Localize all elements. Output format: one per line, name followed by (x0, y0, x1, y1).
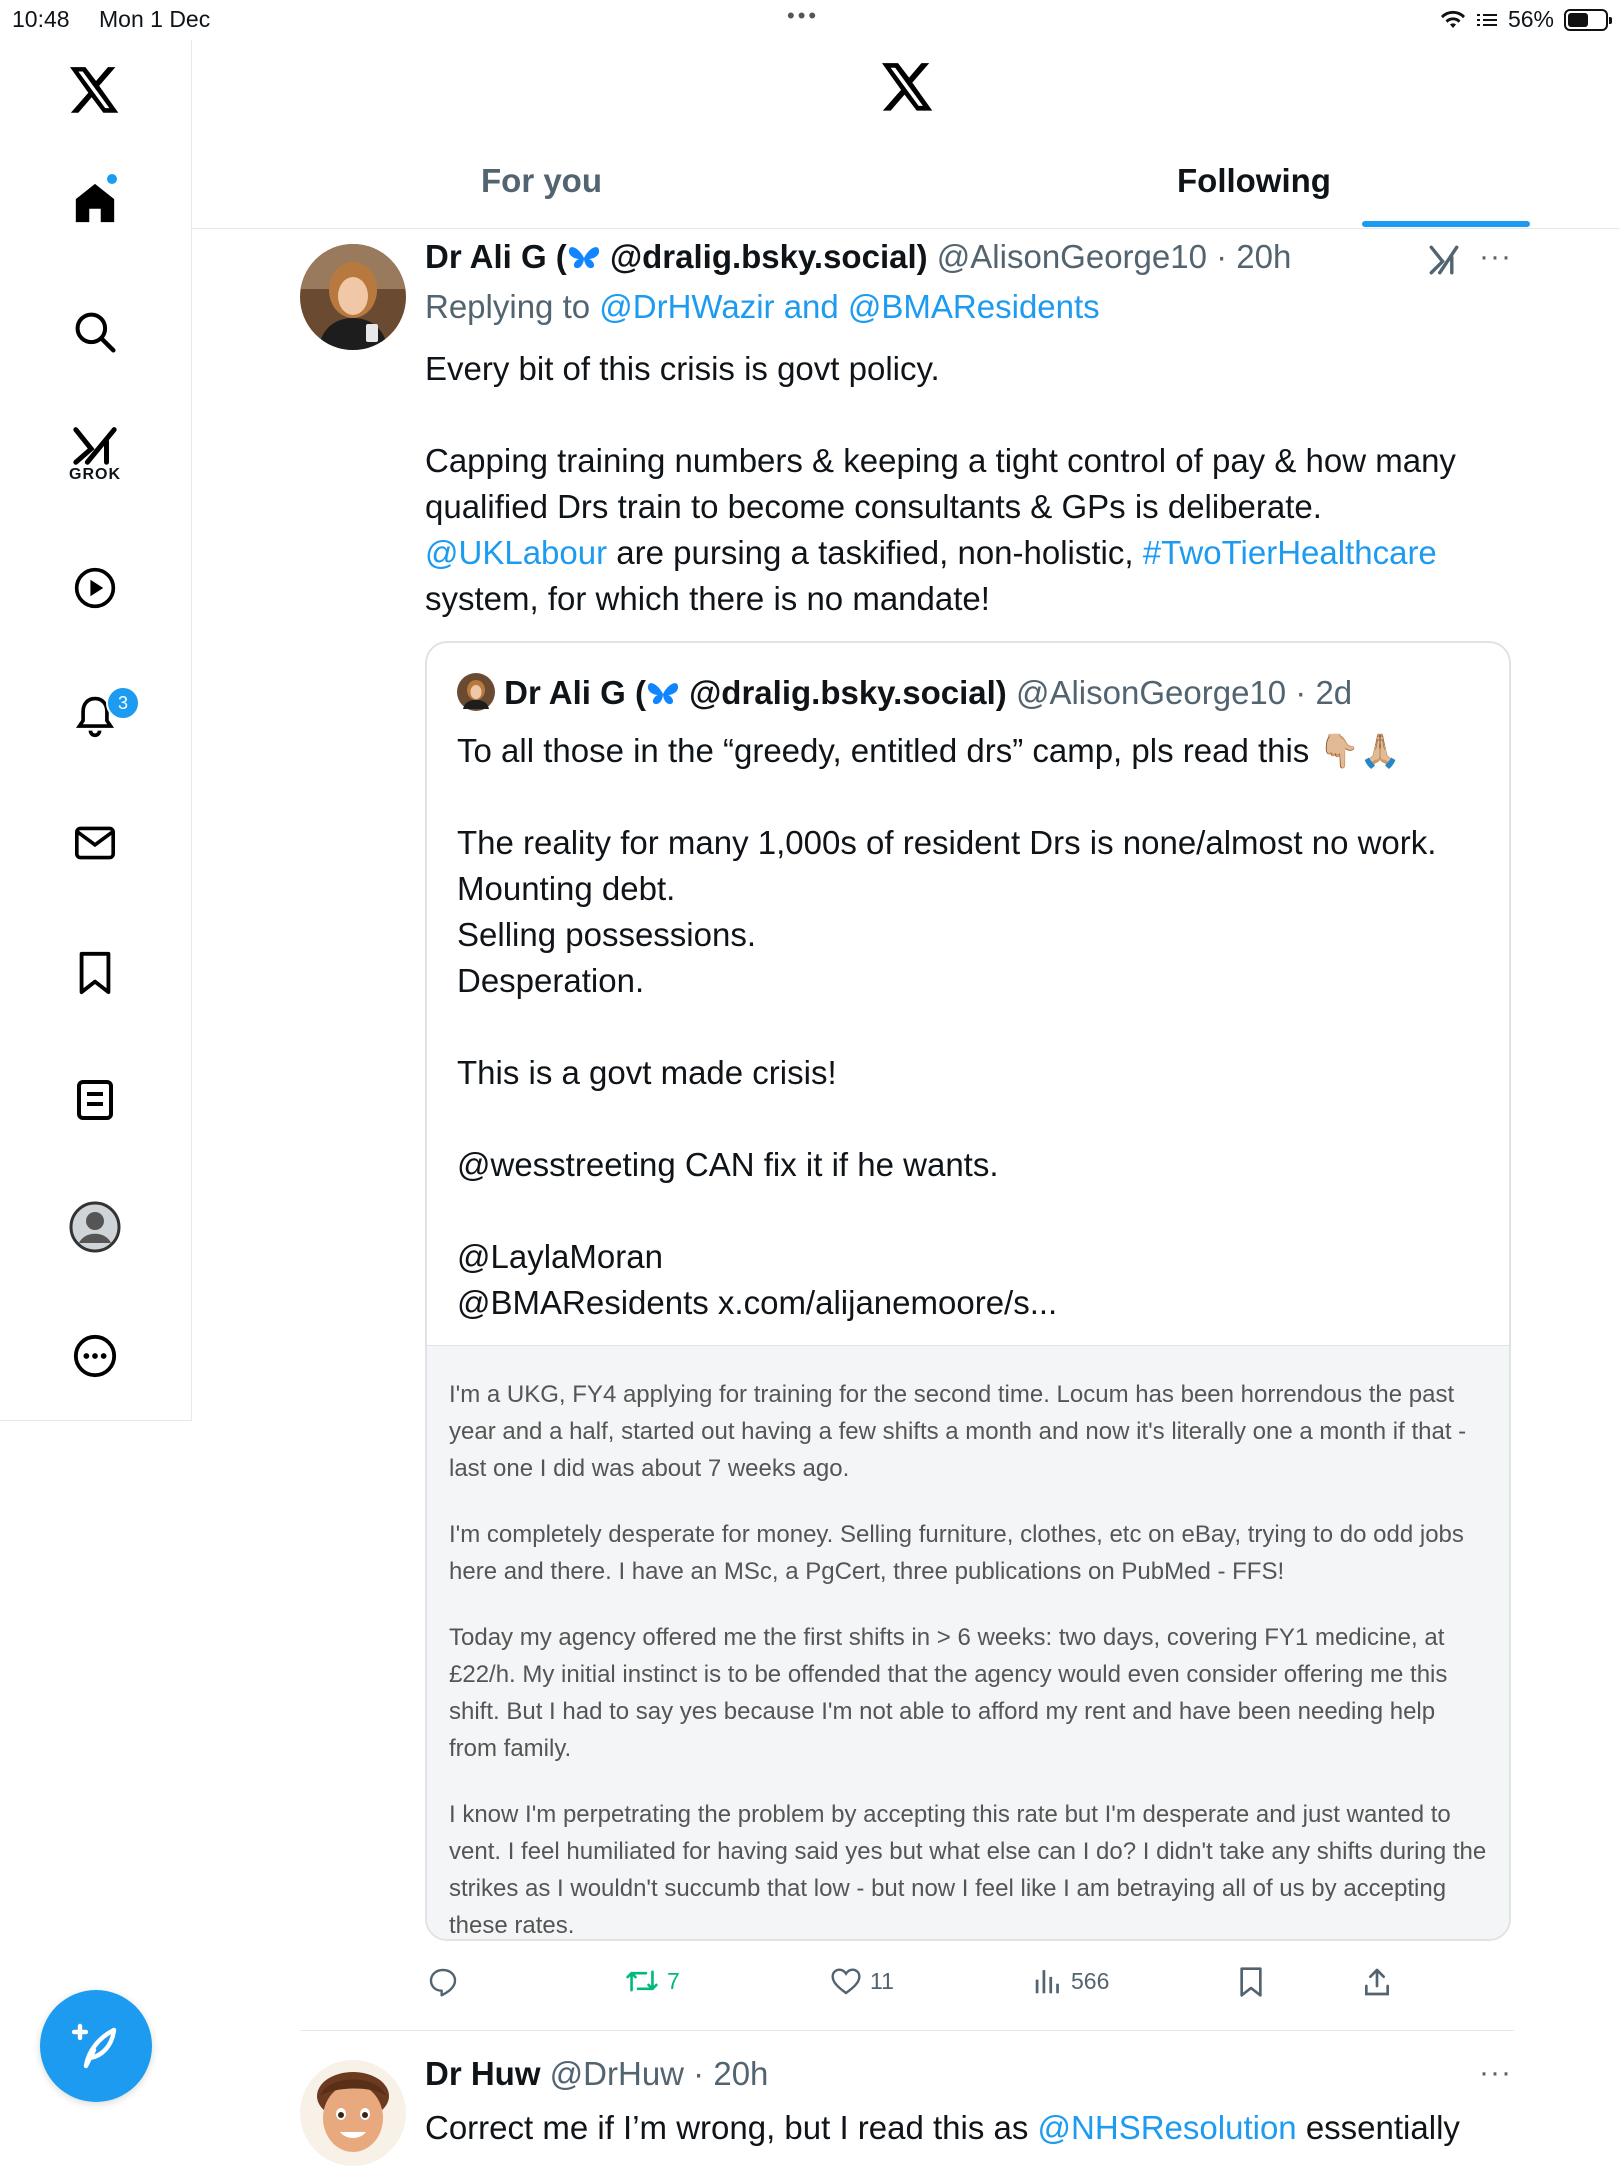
grok-label: GROK (69, 465, 121, 483)
quoted-post-image[interactable] (427, 1345, 1511, 1941)
post-time: 20h (1236, 238, 1292, 275)
post-text-segment: are pursing a taskified, non-holistic, (607, 534, 1143, 571)
screenshot-paragraph: Today my agency offered me the first shifts in > 6 weeks: two days, covering FY1 medicine, at £22/h. My initial instinct is to be offended that the agency would even consider offering me this shift. But I had to say yes because I'm not able to afford my rent and have been needing help from family. (449, 1624, 1448, 1762)
grok-explain-icon[interactable] (1427, 243, 1461, 277)
quoted-post-body (457, 728, 1487, 1326)
post-time: 20h (713, 2055, 769, 2092)
quote-line: @BMAResidents x.com/alijanemoore/s... (457, 1284, 1058, 1321)
battery-percent: 56% (1507, 6, 1554, 32)
grok-icon (72, 425, 118, 465)
screenshot-text (449, 1376, 1489, 1941)
separator-dot: · (1286, 674, 1316, 711)
mail-icon (73, 823, 117, 863)
quote-line: To all those in the “greedy, entitled drs” camp, pls read this 👇🏼🙏🏼 (457, 732, 1401, 769)
quote-line: The reality for many 1,000s of resident Drs is none/almost no work. (457, 824, 1437, 861)
quote-line: This is a govt made crisis! (457, 1054, 837, 1091)
avatar[interactable] (300, 244, 406, 350)
separator-dot: · (684, 2055, 714, 2092)
post-author[interactable] (425, 2055, 768, 2093)
compose-icon (68, 2018, 124, 2074)
quote-line: Desperation. (457, 962, 645, 999)
x-logo-icon (70, 67, 120, 113)
mention-link[interactable]: @UKLabour (425, 534, 608, 571)
quote-line: Selling possessions. (457, 916, 756, 953)
status-right (1440, 6, 1608, 33)
post-divider (300, 2030, 1514, 2031)
sidebar-item-profile[interactable] (65, 1197, 125, 1257)
separator-dot: · (1206, 238, 1237, 275)
sidebar-item-bookmarks[interactable] (65, 943, 125, 1003)
post-text-segment: Capping training numbers & keeping a tight control of pay & how many qualified Drs train to become consultants & GPs is deliberate. (425, 442, 1456, 525)
screenshot-paragraph: I'm completely desperate for money. Selling furniture, clothes, etc on eBay, trying to do odd jobs here and there. I have an MSc, a PgCert, three publications on PubMed - FFS! (449, 1521, 1464, 1585)
analytics-icon (1033, 1966, 1063, 1996)
screenshot-paragraph: I'm a UKG, FY4 applying for training for the second time. Locum has been horrendous the past year and a half, started out having a few shifts a month and now it's literally one a month if that - last one I did was about 7 weeks ago. (449, 1381, 1467, 1482)
post-text-segment: Correct me if I’m wrong, but I read this as (425, 2109, 1038, 2146)
quote-line: Mounting debt. (457, 870, 676, 907)
profile-icon (69, 1201, 121, 1253)
wifi-icon (1440, 10, 1466, 30)
avatar-photo (300, 244, 406, 350)
quoted-author-handle: @AlisonGeorge10 (1015, 674, 1287, 711)
quoted-post-time: 2d (1315, 674, 1353, 711)
tab-for-you[interactable]: For you (481, 162, 602, 199)
search-icon (73, 310, 117, 354)
post-author[interactable] (425, 238, 1291, 276)
sidebar-item-lists[interactable] (65, 1070, 125, 1130)
home-icon (72, 180, 118, 226)
more-icon (72, 1333, 118, 1379)
quoted-author-name-tail: @dralig.bsky.social) (679, 674, 1007, 711)
butterfly-icon (646, 680, 680, 708)
avatar-cartoon (300, 2060, 406, 2166)
author-name-tail: @dralig.bsky.social) (600, 238, 928, 275)
quote-line: @wesstreeting CAN fix it if he wants. (457, 1146, 999, 1183)
avatar (457, 673, 495, 711)
compose-button[interactable] (40, 1990, 152, 2102)
author-handle: @DrHuw (549, 2055, 685, 2092)
screenshot-paragraph: I know I'm perpetrating the problem by accepting this rate but I'm desperate and just wanted to vent. I feel humiliated for having said yes but what else can I do? I didn't take any shifts during the strikes as I wouldn't succumb that low - but now I feel like I am betraying all of us by accepting these rates. (449, 1801, 1487, 1939)
reply-button[interactable] (427, 1966, 459, 1998)
avatar[interactable] (300, 2060, 406, 2166)
sidebar-item-video[interactable] (65, 558, 125, 618)
active-tab-indicator (1362, 221, 1530, 227)
sidebar-item-messages[interactable] (65, 813, 125, 873)
list-icon (75, 1078, 115, 1122)
post-body (425, 346, 1505, 622)
video-icon (73, 566, 117, 610)
author-name: Dr Ali G ( (425, 238, 567, 275)
like-button[interactable] (830, 1966, 894, 1996)
bookmark-icon (75, 950, 115, 996)
repost-icon (625, 1966, 659, 1996)
tab-following[interactable]: Following (1177, 162, 1331, 199)
sidebar-item-search[interactable] (65, 302, 125, 362)
sidebar-divider (0, 1420, 192, 1421)
multitasking-dots-icon[interactable]: ••• (787, 3, 820, 28)
butterfly-icon (567, 244, 601, 272)
orientation-lock-icon (1476, 11, 1498, 29)
date: Mon 1 Dec (99, 6, 211, 32)
post-actions (425, 1966, 1425, 2010)
sidebar-item-x-logo[interactable] (65, 60, 125, 120)
header-x-logo[interactable] (882, 62, 934, 117)
like-count: 11 (870, 1967, 894, 1994)
timeline-tabs (192, 150, 1620, 229)
author-name: Dr Huw (425, 2055, 541, 2092)
battery-icon (1564, 9, 1608, 31)
post-paragraph: Every bit of this crisis is govt policy. (425, 350, 940, 387)
views-button[interactable] (1033, 1966, 1109, 1996)
post-text-segment: system, for which there is no mandate! (425, 580, 990, 617)
bookmark-icon (1237, 1966, 1265, 1998)
replying-to (425, 288, 1100, 326)
repost-button[interactable] (625, 1966, 680, 1996)
post-body (425, 2105, 1525, 2151)
sidebar-item-grok[interactable] (65, 424, 125, 484)
notifications-badge: 3 (106, 686, 140, 720)
quoted-post[interactable] (425, 641, 1511, 1941)
x-logo-icon (882, 62, 934, 112)
post-more-icon[interactable]: ··· (1479, 2056, 1512, 2089)
author-handle: @AlisonGeorge10 (936, 238, 1207, 275)
mention-link[interactable]: @NHSResolution (1037, 2109, 1297, 2146)
view-count: 566 (1071, 1967, 1110, 1994)
post-more-icon[interactable]: ··· (1479, 240, 1512, 273)
reply-icon (427, 1966, 459, 1998)
share-icon (1362, 1966, 1392, 1998)
heart-icon (830, 1966, 862, 1996)
post-paragraph (425, 438, 1505, 622)
post-text-segment: essentially (1296, 2109, 1460, 2146)
share-button[interactable] (1362, 1966, 1392, 1998)
status-bar (0, 0, 1620, 40)
quoted-post-author (457, 673, 1352, 712)
bookmark-button[interactable] (1237, 1966, 1265, 1998)
repost-count: 7 (667, 1967, 680, 1994)
clock: 10:48 (12, 6, 70, 32)
sidebar-item-more[interactable] (65, 1326, 125, 1386)
replying-prefix: Replying to (425, 288, 591, 325)
replying-to-users[interactable]: @DrHWazir and @BMAResidents (599, 288, 1100, 325)
hashtag-link[interactable]: #TwoTierHealthcare (1142, 534, 1437, 571)
quoted-author-name: Dr Ali G ( (504, 674, 646, 711)
home-unread-dot (107, 174, 117, 184)
quote-line: @LaylaMoran (457, 1238, 663, 1275)
